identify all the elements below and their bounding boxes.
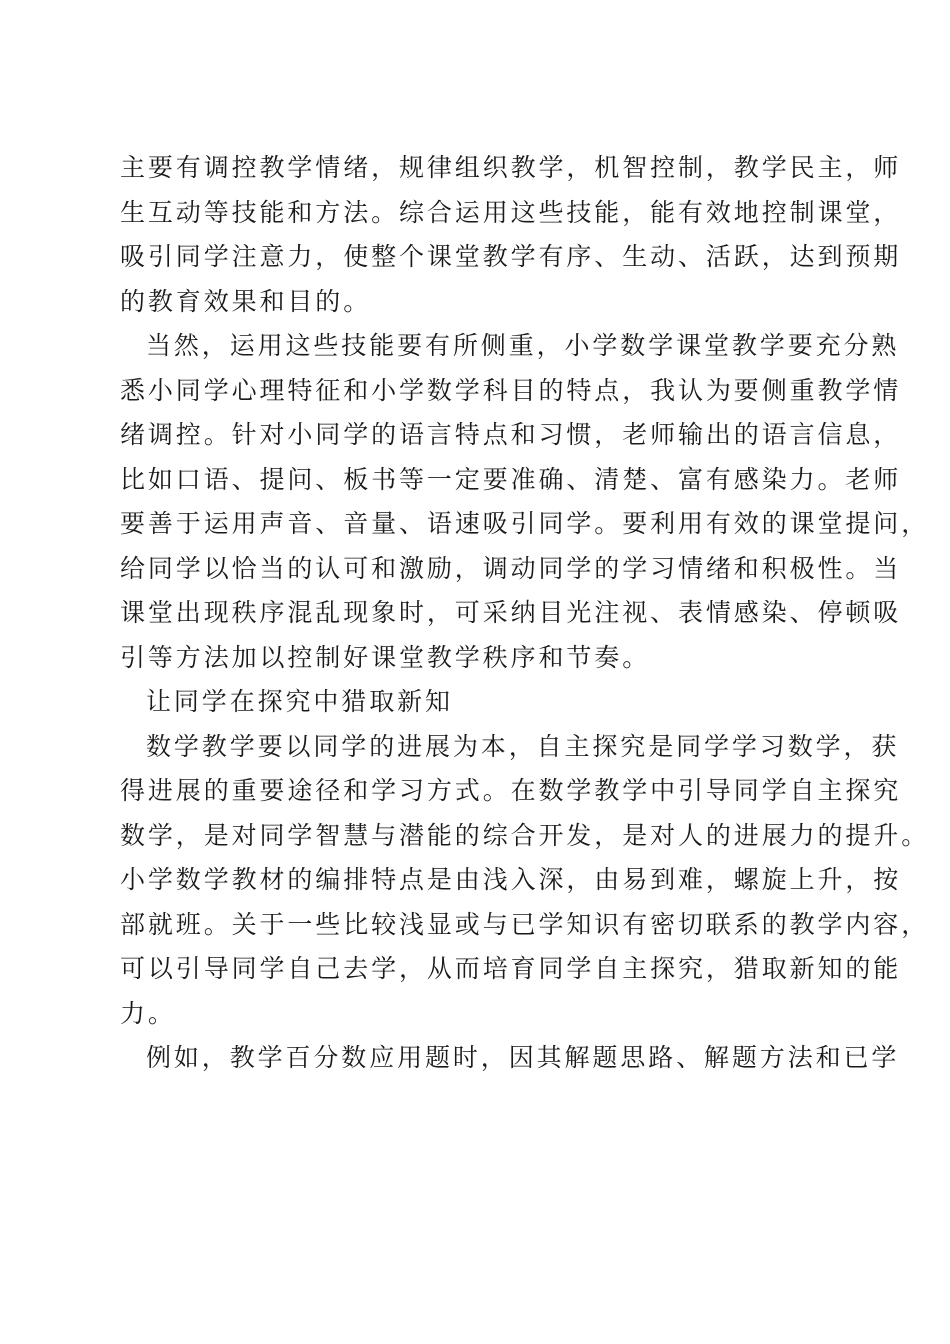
text-line: 数学，是对同学智慧与潜能的综合开发，是对人的进展力的提升。 <box>120 820 930 850</box>
text-line: 部就班。关于一些比较浅显或与已学知识有密切联系的教学内容， <box>120 909 930 939</box>
text-line: 可以引导同学自己去学，从而培育同学自主探究，猎取新知的能 <box>120 954 902 983</box>
paragraph-first-line: 数学教学要以同学的进展为本，自主探究是同学学习数学，获 <box>146 731 900 761</box>
text-line: 小学数学教材的编排特点是由浅入深，由易到难，螺旋上升，按 <box>120 865 902 894</box>
section-heading: 让同学在探究中猎取新知 <box>146 687 453 716</box>
text-line: 课堂出现秩序混乱现象时，可采纳目光注视、表情感染、停顿吸 <box>120 598 902 627</box>
text-line: 给同学以恰当的认可和激励，调动同学的学习情绪和积极性。当 <box>120 553 902 583</box>
text-line: 悉小同学心理特征和小学数学科目的特点，我认为要侧重教学情 <box>120 375 902 405</box>
text-line: 得进展的重要途径和学习方式。在数学教学中引导同学自主探究 <box>120 776 902 805</box>
text-line: 吸引同学注意力，使整个课堂教学有序、生动、活跃，达到预期 <box>120 242 902 271</box>
text-line: 力。 <box>120 998 176 1028</box>
document-body <box>120 146 930 1081</box>
paragraph-first-line: 当然，运用这些技能要有所侧重，小学数学课堂教学要充分熟 <box>146 331 900 360</box>
text-line: 绪调控。针对小同学的语言特点和习惯，老师输出的语言信息， <box>120 420 902 449</box>
text-line: 的教育效果和目的。 <box>120 286 372 316</box>
paragraph-first-line: 例如，教学百分数应用题时，因其解题思路、解题方法和已学 <box>146 1043 900 1072</box>
text-line: 引等方法加以控制好课堂教学秩序和节奏。 <box>120 642 651 672</box>
text-line: 要善于运用声音、音量、语速吸引同学。要利用有效的课堂提问， <box>120 509 930 538</box>
text-line: 比如口语、提问、板书等一定要准确、清楚、富有感染力。老师 <box>120 464 902 494</box>
text-line: 生互动等技能和方法。综合运用这些技能，能有效地控制课堂， <box>120 197 902 227</box>
text-line: 主要有调控教学情绪，规律组织教学，机智控制，教学民主，师 <box>120 153 902 182</box>
